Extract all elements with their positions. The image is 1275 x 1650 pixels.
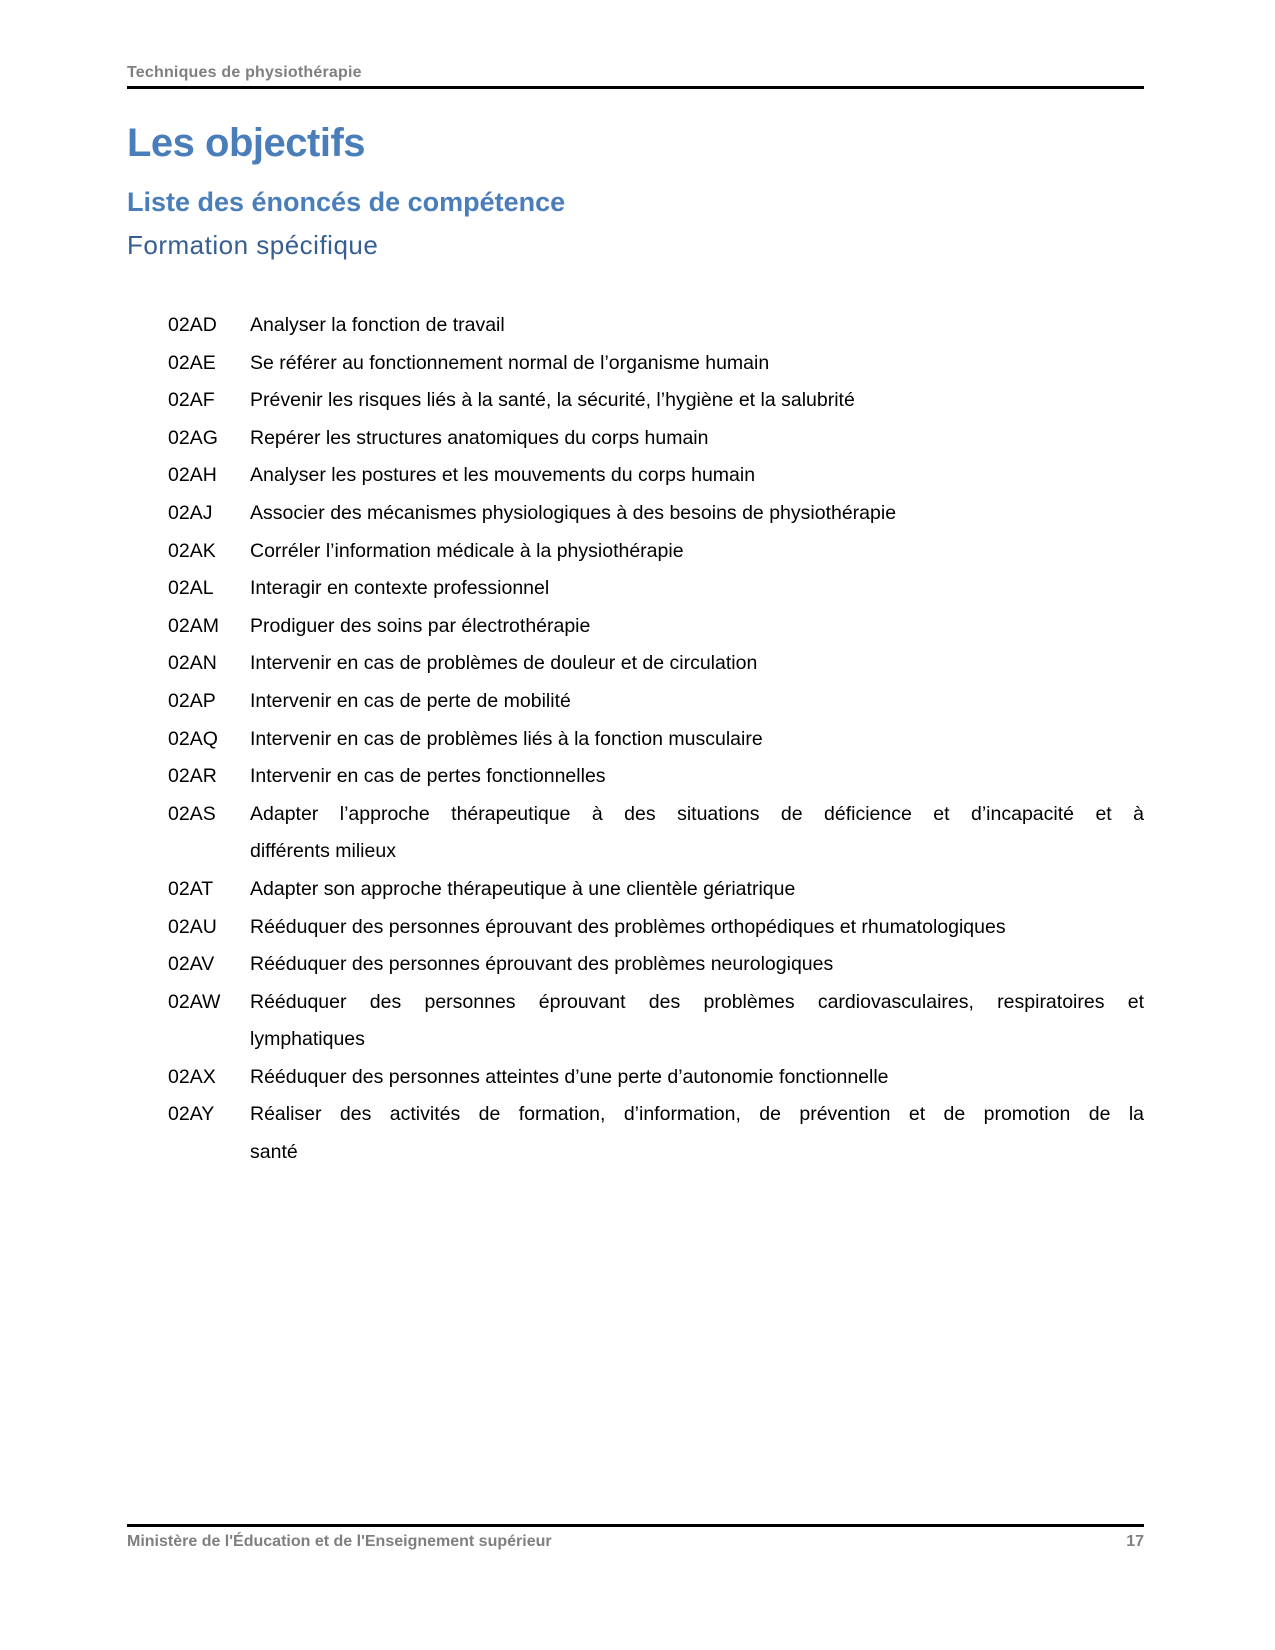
competency-code: 02AD [168,314,217,336]
competency-code: 02AH [168,464,217,487]
competency-item [127,382,1144,420]
competency-text-line: Associer des mécanismes physiologiques à des besoins de physiothérapie [250,501,897,524]
content-area [127,120,1144,1172]
competency-text-line: Adapter son approche thérapeutique à une clientèle gériatrique [250,877,796,900]
competency-code: 02AU [168,915,217,938]
competency-text-line: Interagir en contexte professionnel [250,577,550,600]
competency-code: 02AR [168,765,217,788]
competency-text-line: Rééduquer des personnes éprouvant des problèmes cardiovasculaires, respiratoires et [250,990,1144,1013]
competency-text-line: Intervenir en cas de perte de mobilité [250,689,571,712]
running-header-title: Techniques de physiothérapie [127,64,362,81]
competency-text-line: Prévenir les risques liés à la santé, la sécurité, l’hygiène et la salubrité [250,389,855,412]
competency-item [127,645,1144,683]
competency-text-line: Rééduquer des personnes atteintes d’une perte d’autonomie fonctionnelle [250,1065,889,1088]
competency-item [127,533,1144,571]
competency-code: 02AS [168,802,216,825]
competency-item [127,570,1144,608]
competency-code: 02AV [168,953,215,976]
competency-item [127,909,1144,947]
competency-text-line: Analyser les postures et les mouvements du corps humain [250,464,756,487]
competency-code: 02AL [168,577,214,600]
competency-text-line: Intervenir en cas de pertes fonctionnelles [250,765,606,788]
competency-item [127,608,1144,646]
competency-item [127,984,1144,1059]
competency-text-line: Intervenir en cas de problèmes de douleur et de circulation [250,652,758,675]
competency-code: 02AW [168,990,221,1013]
competency-item [127,345,1144,383]
competency-item [127,796,1144,871]
competency-text-line: Repérer les structures anatomiques du corps humain [250,426,709,449]
competency-text-line: Rééduquer des personnes éprouvant des problèmes neurologiques [250,953,834,976]
competency-code: 02AG [168,426,218,449]
competency-text-line: lymphatiques [250,1028,365,1051]
competency-item [127,946,1144,984]
competency-code: 02AK [168,539,216,562]
competency-text-line: Corréler l’information médicale à la physiothérapie [250,539,684,562]
competency-text-line: Se référer au fonctionnement normal de l’organisme humain [250,351,770,374]
competency-item [127,1096,1144,1171]
competency-item [127,758,1144,796]
competency-code: 02AM [168,614,219,637]
page-title: Les objectifs [127,121,366,165]
competency-item [127,721,1144,759]
competency-text-line: Rééduquer des personnes éprouvant des problèmes orthopédiques et rhumatologiques [250,915,1006,938]
competency-code: 02AT [168,877,214,900]
section-label: Formation spécifique [127,230,379,260]
competency-code: 02AE [168,351,216,374]
competency-text-line: différents milieux [250,840,396,863]
competency-item [127,871,1144,909]
competency-code: 02AJ [168,501,213,524]
competency-text-line: Adapter l’approche thérapeutique à des situations de déficience et d’incapacité et à [250,802,1144,825]
competency-item [127,495,1144,533]
competency-code: 02AP [168,689,216,712]
competency-item [127,683,1144,721]
competency-text-line: santé [250,1141,298,1164]
competency-item [127,457,1144,495]
competency-code: 02AY [168,1103,215,1126]
competency-text-line: Intervenir en cas de problèmes liés à la fonction musculaire [250,727,763,750]
competency-list [127,307,1144,1172]
competency-code: 02AN [168,652,217,675]
footer-ministry: Ministère de l'Éducation et de l'Enseignement supérieur [127,1533,552,1550]
competency-code: 02AX [168,1065,216,1088]
page-footer [127,1524,1144,1551]
competency-item [127,307,1144,345]
competency-item [127,1059,1144,1097]
section-subtitle: Liste des énoncés de compétence [127,187,566,217]
competency-code: 02AQ [168,727,218,750]
competency-item [127,420,1144,458]
page-header [127,64,1144,89]
competency-text-line: Prodiguer des soins par électrothérapie [250,614,591,637]
competency-text-line: Analyser la fonction de travail [250,314,505,336]
competency-code: 02AF [168,389,215,412]
competency-text-line: Réaliser des activités de formation, d’information, de prévention et de promotion de la [250,1103,1144,1126]
footer-page-number: 17 [1126,1533,1144,1550]
